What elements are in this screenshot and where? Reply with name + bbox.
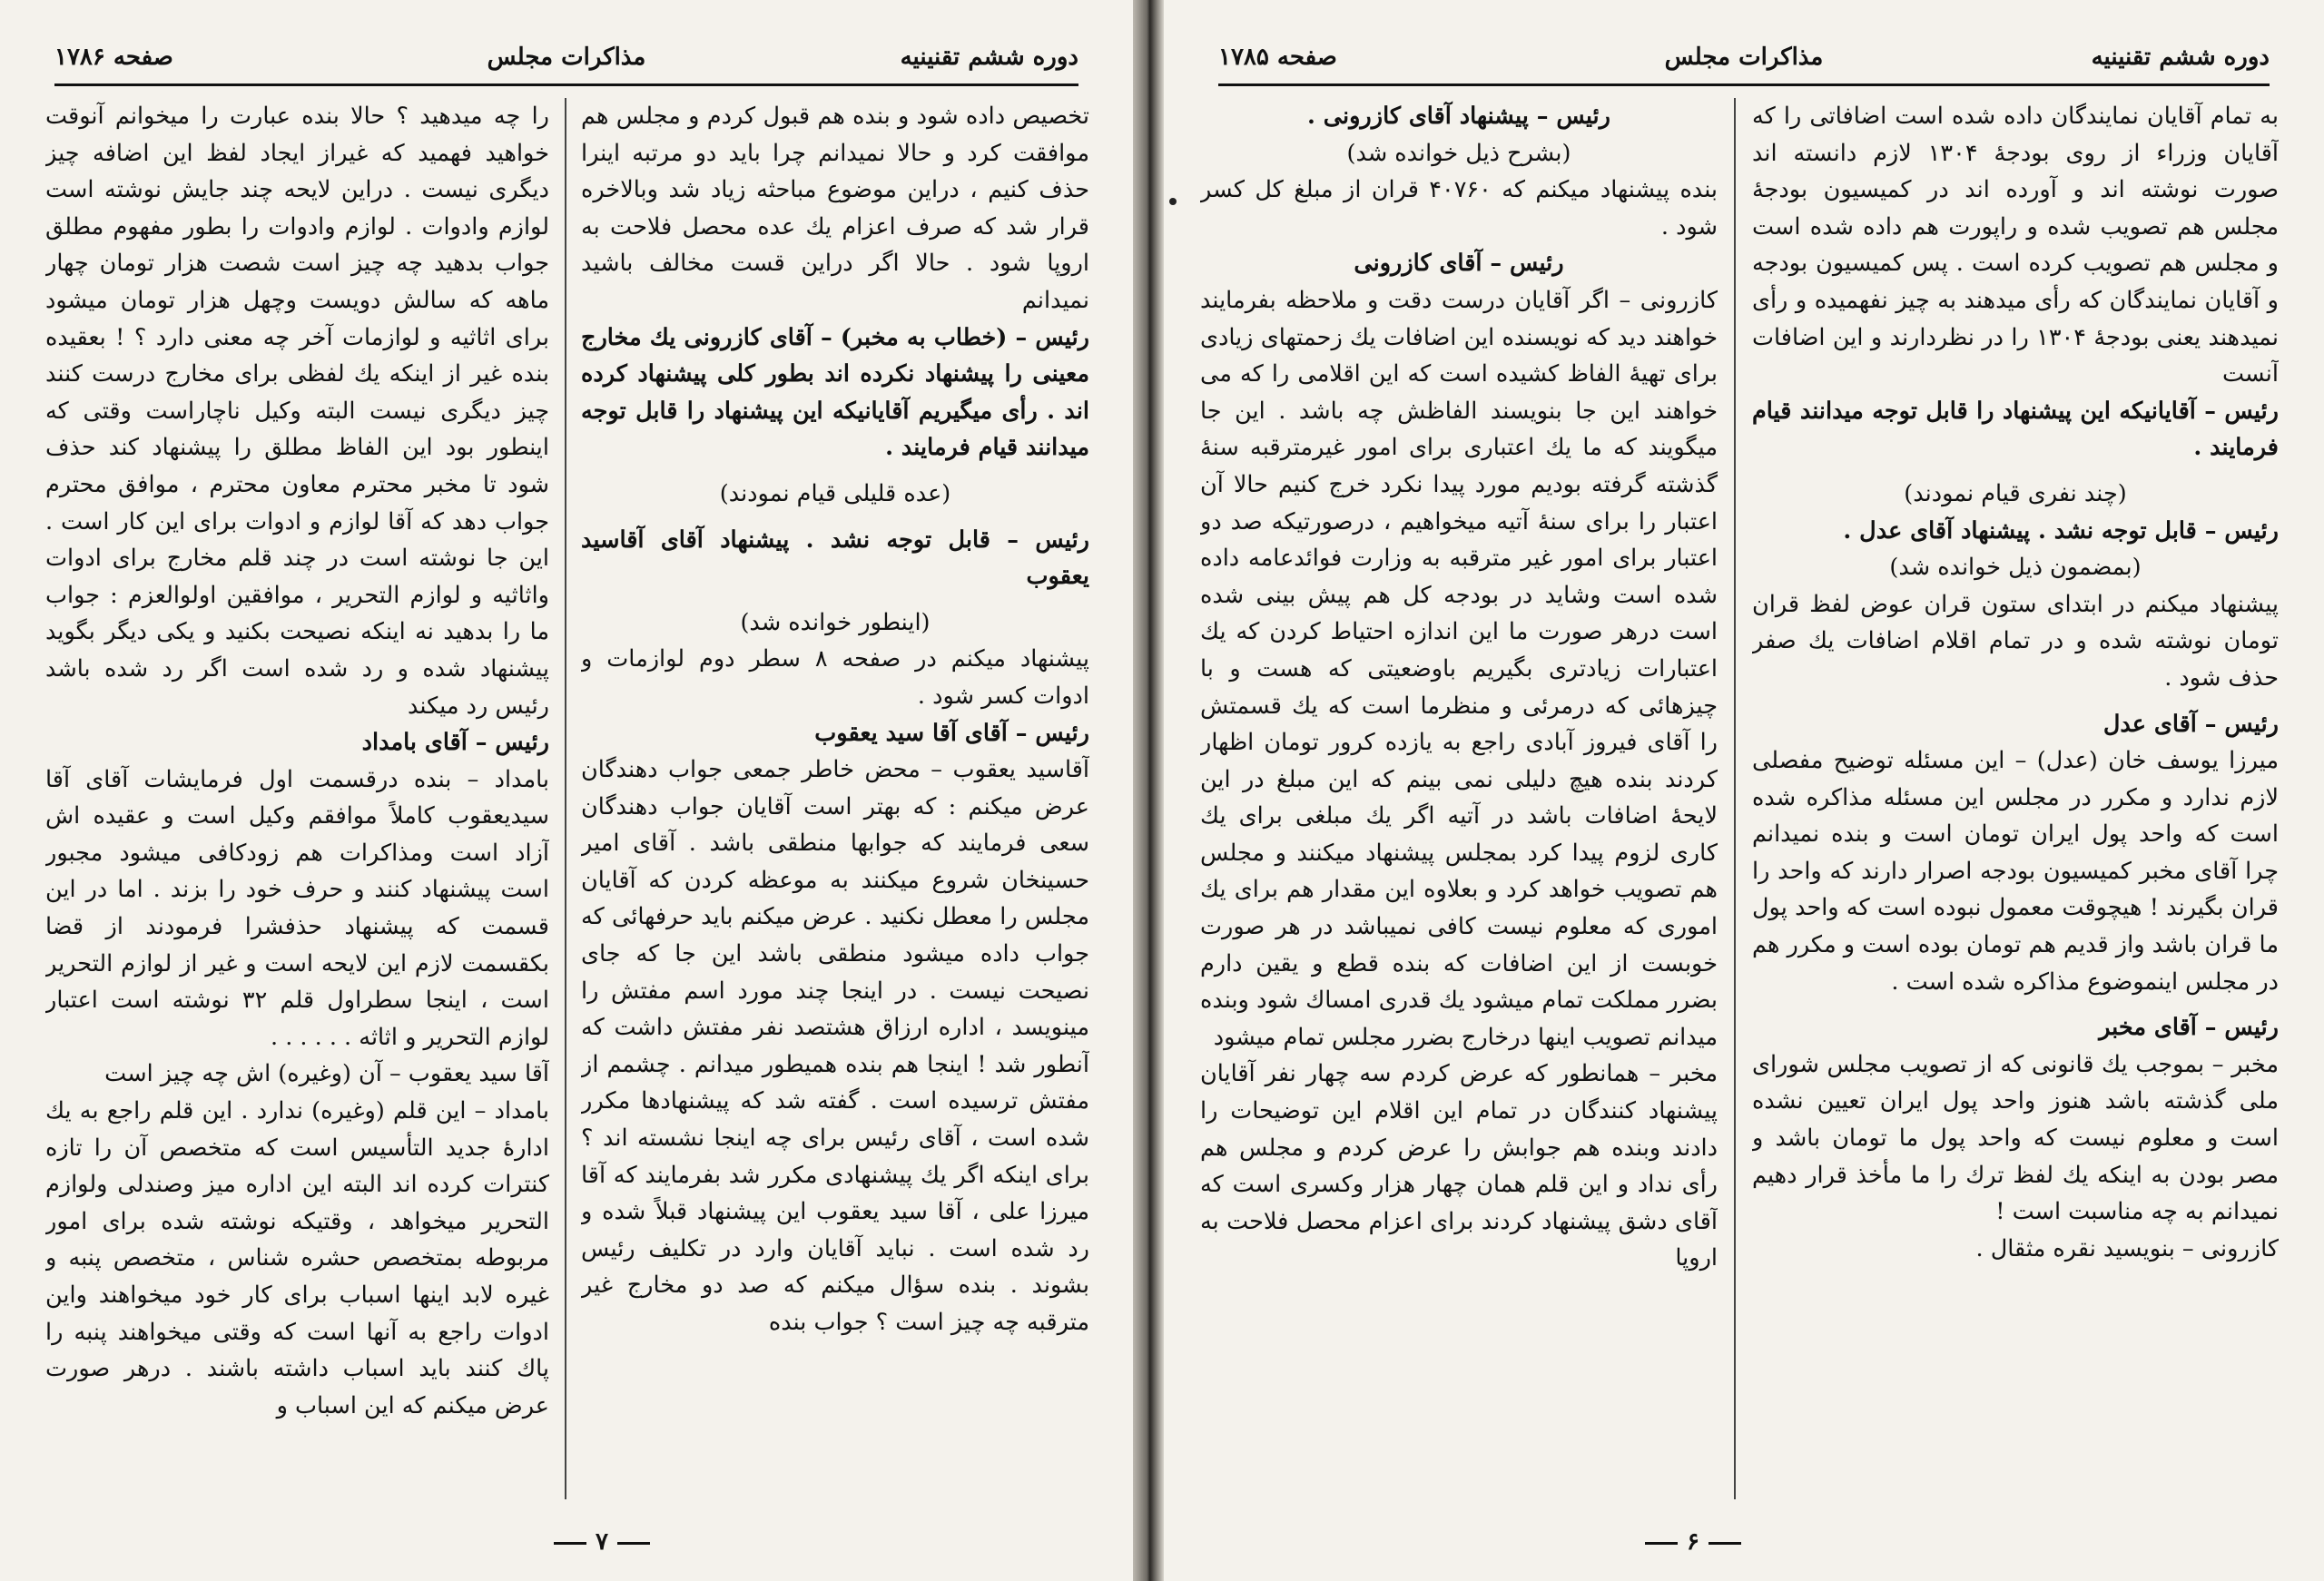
paragraph: رئيس – آقاى مخبر xyxy=(2099,1014,2279,1042)
paragraph: (عده قليلى قيام نمودند) xyxy=(719,479,951,507)
right-header-session: دوره ششم تقنينيه xyxy=(2091,44,2270,71)
paragraph: رئيس – آقاى آقا سيد يعقوب xyxy=(814,719,1089,747)
paragraph: پيشنهاد ميکنم در صفحه ۸ سطر دوم لوازمات و ادوات کسر شود . xyxy=(581,645,1089,710)
left-page-column-divider xyxy=(565,98,566,1499)
paragraph: کازرونى – بنويسيد نقره مثقال . xyxy=(1975,1234,2279,1262)
left-page-header xyxy=(54,44,1078,80)
paragraph: بنده پيشنهاد ميکنم که ۴۰۷۶۰ قران از مبلغ کل کسر شود . xyxy=(1200,176,1718,241)
left-page-column-right xyxy=(581,98,1089,1499)
paragraph: بامداد – بنده درقسمت اول فرمايشات آقاى آقا سيديعقوب کاملاً موافقم وکيل است و عقيده اش آزاد است ومذاکرات هم زودکافى ميشود مجبور است پيشنهاد کنند و حرف خود را بزند . اما در اين قسمت که پيشنهاد حذفشرا فرمودند از قضا بکقسمت لازم اين لايحه است و غير از لوازم التحرير است ، اينجا سطراول قلم ۳۲ نوشته است اعتبار لوازم التحرير و اثاثه . . . . . . xyxy=(45,765,549,1051)
right-page-number xyxy=(1636,1528,1750,1556)
paragraph: ميرزا يوسف خان (عدل) – اين مسئله توضيح مفصلى لازم ندارد و مکرر در مجلس اين مسئله مذاکره شده است که واحد پول ايران تومان است و بنده نميدانم چرا آقاى مخبر کميسيون بودجه اصرار دارند که واحد را قران بگيرند ! هيچوقت معمول نبوده است که واحد پول ما قران باشد واز قديم هم تومان بوده است و مکرر هم در مجلس اينموضوع مذاکره شده است . xyxy=(1752,747,2279,996)
paragraph: را چه ميدهيد ؟ حالا بنده عبارت را ميخوانم آنوقت خواهيد فهميد که غيراز ايجاد لفظ اين اضافه چيز ديگرى نيست . دراين لايحه چند جايش نوشته است لوازم وادوات . لوازم وادوات را بطور مفهوم مطلق جواب بدهيد چه چيز است شصت هزار تومان چهار ماهه که سالش دويست وچهل هزار تومان ميشود براى اثاثيه و لوازمات آخر چه معنى دارد ؟ ! بعقيده بنده غير از اينکه يك لفظى براى مخارج درست کنند چيز ديگرى نيست البته وکيل ناچاراست وقتى که اينطور بود اين الفاظ مطلق را پيشنهاد کند حذف شود تا مخبر محترم معاون محترم ، موافق محترم جواب دهد که آقا لوازم و ادوات براى اين کار است . اين جا نوشته است در چند قلم مخارج براى ادوات واثاثيه و لوازم التحرير ، موافقين اولوالعزم : جواب ما را بدهيد نه اينکه نصيحت بکنيد و يکى ديگر بگويد پيشنهاد شده و رد شده است اگر رد شده باشد رئيس رد ميکند xyxy=(45,103,549,720)
paragraph: (اينطور خوانده شد) xyxy=(740,608,931,636)
left-header-rule xyxy=(54,83,1078,86)
paragraph: بامداد – اين قلم (وغيره) ندارد . اين قلم راجع به يك ادارهٔ جديد التأسيس است که متخصص آن را تازه کنترات کرده اند البته اين اداره ميز وصندلى ولوازم التحرير ميخواهد ، وقتيکه نوشته شده براى امور مربوطه بمتخصص حشره شناس ، متخصص پنبه و غيره لابد اينها اسباب براى کار خود ميخواهند واين ادوات راجع به آنها است که وقتى ميخواهند پنبه را پاك کنند بايد اسباب داشته باشند . درهر صورت عرض ميکنم که اين اسباب و xyxy=(45,1097,549,1419)
right-header-rule xyxy=(1218,83,2270,86)
right-header-page-label: صفحه ۱۷۸۵ xyxy=(1218,44,1337,71)
left-page-number xyxy=(545,1528,659,1556)
paragraph: (بمضمون ذيل خوانده شد) xyxy=(1889,554,2142,582)
left-page-number-value: ۷ xyxy=(596,1528,608,1556)
paragraph: رئيس – آقاى کازرونى xyxy=(1354,250,1564,278)
paragraph: مخبر – بموجب يك قانونى که از تصويب مجلس شوراى ملى گذشته باشد هنوز واحد پول ايران تعيين نشده است و معلوم نيست که واحد پول ما تومان باشد و مصر بودن به اينکه يك لفظ ترك را ما مأخذ قرار دهيم نميدانم به چه مناسبت است ! xyxy=(1752,1050,2279,1226)
paragraph: رئيس – قابل توجه نشد . پيشنهاد آقاى آقاسيد يعقوب xyxy=(581,525,1089,591)
paragraph: آقاسيد يعقوب – محض خاطر جمعى جواب دهندگان عرض ميکنم : که بهتر است آقايان جواب دهندگان سعى فرمايند که جوابها منطقى باشد . آقاى امير حسينخان شروع ميکنند به موعظه کردن که آقايان مجلس را معطل نکنيد . عرض ميکنم بايد حرفهائى که جواب داده ميشود منطقى باشد اين جا که جاى نصيحت نيست . در اينجا چند مورد اسم مفتش را مينويسد ، اداره ارزاق هشتصد نفر مفتش داشت که آنطور شد ! اينجا هم بنده هميطور ميدانم . چشمم از مفتش ترسيده است . گفته شد که پيشنهادها مکرر شده است ، آقاى رئيس براى چه اينجا نشسته اند ؟ براى اينکه اگر يك پيشنهادى مکرر شد بفرمايند که آقا ميرزا على ، آقا سيد يعقوب اين پيشنهاد قبلاً شده و رد شده است . نبايد آقايان وارد در تکليف رئيس بشوند . بنده سؤال ميکنم که صد دو مخارج غير مترقبه چه چيز است ؟ جواب بنده xyxy=(581,756,1089,1336)
paragraph: (چند نفرى قيام نمودند) xyxy=(1904,479,2127,507)
paragraph: تخصيص داده شود و بنده هم قبول کردم و مجلس هم موافقت کرد و حالا نميدانم چرا بايد دو مرتبه اينرا حذف کنيم ، دراين موضوع مباحثه زياد شد وبالاخره قرار شد که صرف اعزام يك عده محصل فلاحت به اروپا شود . حالا اگر دراين قست مخالف باشيد نميدانم xyxy=(581,103,1089,314)
paragraph: رئيس – قابل توجه نشد . پيشنهاد آقاى عدل . xyxy=(1843,516,2279,545)
paragraph: رئيس – پيشنهاد آقاى کازرونى . xyxy=(1307,103,1610,130)
paragraph: آقا سيد يعقوب – آن (وغيره) اش چه چيز است xyxy=(104,1060,549,1088)
book-gutter xyxy=(1133,0,1164,1581)
right-page-column-left xyxy=(1200,98,1718,1499)
left-page xyxy=(0,0,1133,1581)
paragraph: رئيس – آقايانيکه اين پيشنهاد را قابل توجه ميدانند قيام فرمايند . xyxy=(1752,397,2279,462)
paragraph: کازرونى – اگر آقايان درست دقت و ملاحظه بفرمايند خواهند ديد که نويسنده اين اضافات يك زحمتهاى زيادى براى تهيهٔ الفاظ کشيده است که اين اقلامى را که مى خواهند اين جا بنويسند الفاظش چه باشد . اين جا ميگويند که ما يك اعتبارى براى امور غيرمترقبه سنهٔ گذشته گرفته بوديم مورد پيدا نکرد خرج کنيم حالا آن اعتبار را براى سنهٔ آتيه ميخواهيم ، درصورتيکه صد دو اعتبار براى امور غير مترقبه به وزارت فوائدعامه داده شده است وشايد در بودجه کل هم پيش بينى شده است درهر صورت ما اين اندازه احتياط کردن که يك اعتبارات زيادترى بگيريم باوضعيتى که هست و با چيزهائى که درمرئى و منظرما است که يك قسمتش را آقاى فيروز آبادى راجع به يازده کرور تومان اظهار کردند بنده هيچ دليلى نمى بينم که اين مبلغ در اين لايحهٔ اضافات باشد در آتيه اگر يك مبلغى براى يك کارى لزوم پيدا کرد بمجلس پيشنهاد ميکنند و مجلس هم تصويب خواهد کرد و بعلاوه اين مقدار هم براى يك امورى که معلوم نيست کافى نميباشد در هر صورت خوبست از اين اضافات که بنده قطع و يقين دارم بضرر مملکت تمام ميشود يك قدرى امساك شود وبنده ميدانم تصويب اينها درخارج بضرر مجلس تمام ميشود xyxy=(1200,286,1718,1051)
right-page-header xyxy=(1218,44,2270,80)
paragraph: (بشرح ذيل خوانده شد) xyxy=(1346,139,1571,167)
paragraph: پيشنهاد ميکنم در ابتداى ستون قران عوض لفظ قران تومان نوشته شده و در تمام اقلام اضافات يك صفر حذف شود . xyxy=(1752,590,2279,692)
left-page-column-left xyxy=(45,98,549,1499)
margin-dot xyxy=(1169,198,1177,205)
left-header-page-label: صفحه ۱۷۸۶ xyxy=(54,44,173,71)
paragraph: رئيس – (خطاب به مخبر) – آقاى کازرونى يك مخارج معينى را پيشنهاد نکرده اند بطور کلى پيشنهاد کرده اند . رأى ميگيريم آقايانيکه اين پيشنهاد را قابل توجه ميدانند قيام فرمايند . xyxy=(581,323,1089,462)
right-page-number-value: ۶ xyxy=(1687,1528,1699,1556)
right-page xyxy=(1164,0,2324,1581)
paragraph: رئيس – آقاى بامداد xyxy=(361,729,549,757)
left-header-session: دوره ششم تقنينيه xyxy=(900,44,1078,71)
paragraph: به تمام آقايان نمايندگان داده شده است اضافاتى را که آقايان وزراء از روى بودجهٔ ۱۳۰۴ لازم دانسته اند صورت نوشته اند و آورده اند در کميسيون بودجهٔ مجلس هم تصويب شده و راپورت هم داده شده است و مجلس هم تصويب کرده است . پس کميسيون بودجه و آقايان نمايندگان که رأى ميدهند به چيز نفهميده و رأى نميدهند يعنى بودجهٔ ۱۳۰۴ را در نظردارند و اين اضافات آنست xyxy=(1752,103,2279,388)
right-page-column-right xyxy=(1752,98,2279,1499)
right-header-title: مذاکرات مجلس xyxy=(1664,44,1824,71)
left-header-title: مذاکرات مجلس xyxy=(487,44,646,71)
paragraph: رئيس – آقاى عدل xyxy=(2102,710,2279,738)
right-page-column-divider xyxy=(1734,98,1736,1499)
paragraph: مخبر – همانطور که عرض کردم سه چهار نفر آقايان پيشنهاد کنندگان در تمام اين اقلام اين توضيحات را دادند وبنده هم جوابش را عرض کردم و مجلس هم رأى نداد و اين قلم همان چهار هزار وکسرى است که آقاى دشق پيشنهاد کردند براى اعزام محصل فلاحت به اروپا xyxy=(1200,1060,1718,1272)
